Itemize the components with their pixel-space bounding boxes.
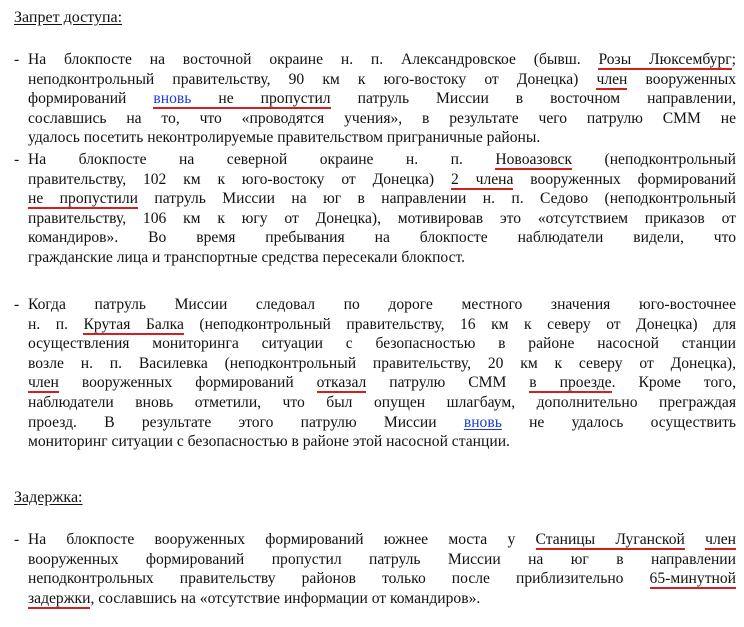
list-item-delay-1 — [14, 530, 736, 608]
text-span: неподконтрольных правительству районов только после приблизительно — [28, 570, 650, 588]
item-line: мониторинг ситуации с безопасностью в районе этой насосной станции. — [28, 433, 510, 451]
item-line: командиров». Во время пребывания на блокпосте наблюдатели видели, что — [28, 229, 736, 247]
highlight-red: в проезде — [529, 374, 612, 392]
item-line — [14, 315, 736, 335]
highlight-red: задержки — [28, 589, 91, 607]
item-line: - На блокпосте на северной окраине н. п. Новоазовск (неподконтрольный — [14, 151, 736, 168]
highlight-red: не пропустил — [218, 90, 331, 108]
text-span: вооруженных формирований — [513, 170, 736, 188]
text-span: (неподконтрольный правительству, 16 км к северу от Донецка) для — [183, 315, 736, 333]
text-span: . Кроме того, — [611, 374, 736, 392]
item-line — [14, 89, 736, 109]
list-item-access-1 — [14, 50, 736, 148]
text-span: Когда патруль Миссии следовал по дороге местного значения юго-восточнее — [28, 296, 736, 313]
item-line — [14, 589, 736, 609]
text-span: На блокпосте на восточной окраине н. п. Александровское (бывш. — [28, 51, 599, 68]
item-line: наблюдатели вновь отметили, что был опущен шлагбаум, дополнительно преграждая — [28, 393, 736, 411]
text-span: формирований — [28, 90, 154, 108]
text-span: патруль Миссии на юг в направлении н. п. Седово (неподконтрольный — [137, 190, 736, 208]
text-span — [685, 531, 705, 548]
text-span: патрулю СММ — [366, 374, 530, 392]
item-line: - На блокпосте на восточной окраине н. п. Александровское (бывш. Розы Люксембург; — [14, 51, 736, 68]
highlight-red: член — [596, 70, 628, 88]
section-heading-delay: Задержка: — [14, 489, 83, 506]
item-line: осуществления мониторинга ситуации с безопасностью в районе насосной станции — [28, 335, 736, 353]
highlight-red: 2 члена — [450, 170, 514, 188]
highlight-red: отказал — [316, 374, 367, 392]
section-heading-access-denied: Запрет доступа: — [14, 9, 123, 26]
text-span: На блокпосте вооруженных формирований южнее моста у — [28, 531, 536, 548]
item-line — [14, 189, 736, 209]
item-line — [14, 413, 736, 433]
item-line — [14, 569, 736, 589]
text-span: (неподконтрольный — [572, 151, 736, 168]
highlight-red: член — [28, 374, 59, 392]
item-line: - Когда патруль Миссии следовал по дороге местного значения юго-восточнее — [14, 296, 736, 313]
highlight-red: Розы Люксембург — [598, 51, 732, 68]
item-line — [14, 170, 736, 190]
text-span: вооруженных формирований — [58, 374, 317, 392]
text-span: н. п. — [28, 315, 84, 333]
item-line: правительству, 106 км к югу от Донецка), мотивировав это «отсутствием приказов от — [28, 209, 736, 227]
highlight-red: не пропустили — [28, 190, 138, 208]
text-span: патруль Миссии в восточном направлении, — [330, 90, 737, 108]
item-line: гражданские лица и транспортные средства пересекали блокпост. — [28, 248, 466, 266]
highlight-red: Крутая Балка — [83, 315, 184, 333]
highlight-blue-red: вновь — [153, 90, 192, 108]
item-line: вооруженных формирований пропустил патруль Миссии на юг в направлении — [28, 550, 736, 568]
highlight-red: 65-минутной — [649, 570, 736, 588]
text-span: проезд. В результате этого патрулю Миссии — [28, 413, 464, 431]
highlight-red: Новоазовск — [495, 151, 573, 168]
text-span: правительству, 102 км к юго-востоку от Донецка) — [28, 170, 451, 188]
list-item-access-2 — [14, 150, 736, 268]
text-span: , сославшись на «отсутствие информации от командиров». — [90, 589, 481, 607]
highlight-red: Станицы Луганской — [535, 531, 685, 548]
text-span — [191, 90, 218, 109]
highlight-blue: вновь — [463, 413, 502, 431]
text-span: На блокпосте на северной окраине н. п. — [28, 151, 496, 168]
item-line: - На блокпосте вооруженных формирований южнее моста у Станицы Луганской член — [14, 531, 736, 548]
text-span: ; — [731, 51, 736, 68]
list-item-access-3 — [14, 295, 736, 452]
text-span: неподконтрольный правительству, 90 км к юго-востоку от Донецка) — [28, 70, 597, 88]
highlight-red: член — [705, 531, 736, 548]
item-line: возле н. п. Василевка (неподконтрольный правительству, 20 км к северу от Донецка), — [28, 354, 736, 372]
item-line: удалось посетить неконтролируемые правительством приграничные районы. — [28, 129, 541, 147]
item-line: сославшись на то, что «проводятся учения», в результате чего патрулю СММ не — [28, 109, 736, 127]
text-span: вооруженных — [627, 70, 736, 88]
text-span: не удалось осуществить — [501, 413, 736, 431]
item-line — [14, 373, 736, 393]
item-line — [14, 70, 736, 90]
